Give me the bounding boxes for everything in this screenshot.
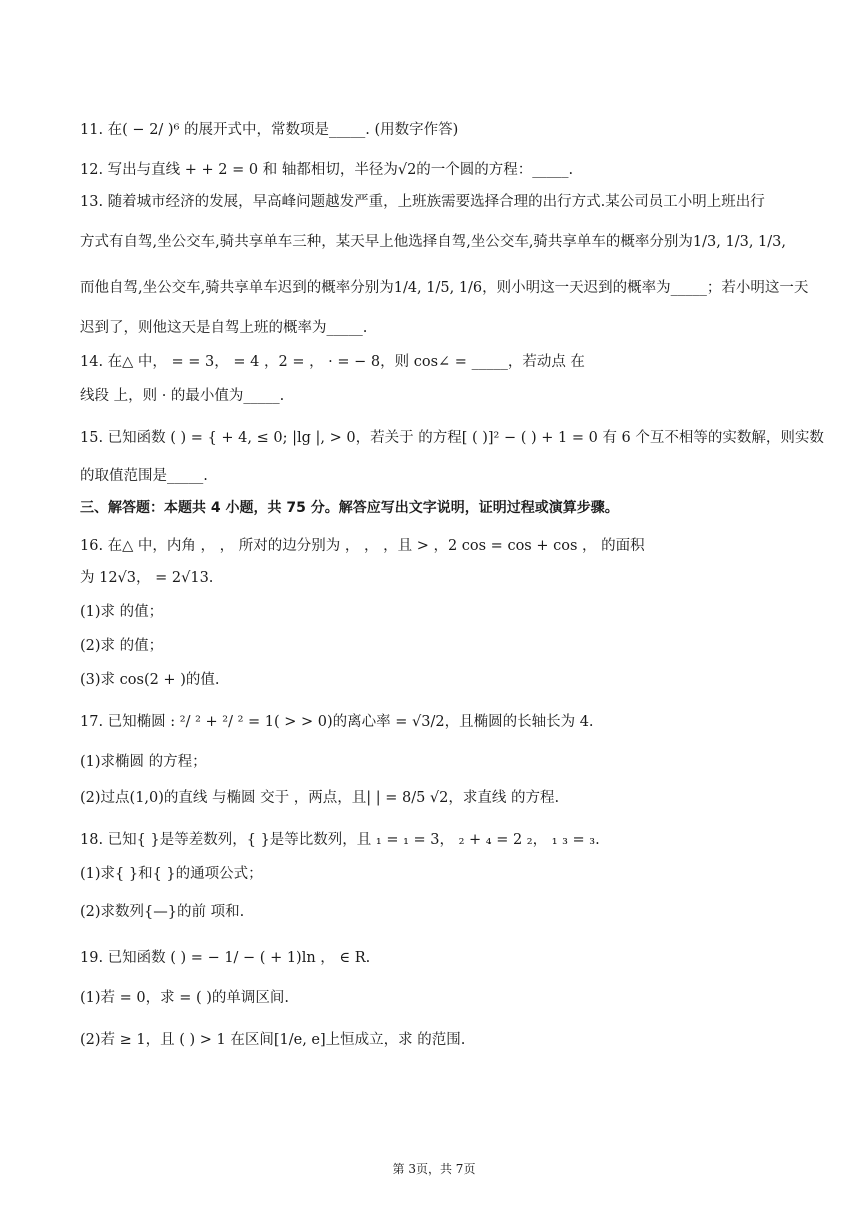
question-11: 11. 在( − 2/ )⁶ 的展开式中，常数项是_____. (用数字作答) bbox=[80, 122, 459, 138]
question-13-line-3: 而他自驾,坐公交车,骑共享单车迟到的概率分别为1/4, 1/5, 1/6，则小明这一天迟到的概率为_____；若小明这一天 bbox=[80, 280, 809, 296]
question-18-part-1: (1)求{ }和{ }的通项公式； bbox=[80, 866, 263, 882]
question-12: 12. 写出与直线 + + 2 = 0 和 轴都相切，半径为√2的一个圆的方程：_____. bbox=[80, 162, 574, 178]
page-footer: 第 3页，共 7页 bbox=[392, 1162, 476, 1176]
question-19-part-1: (1)若 = 0，求 = ( )的单调区间. bbox=[80, 990, 290, 1006]
question-13-line-4: 迟到了，则他这天是自驾上班的概率为_____. bbox=[80, 320, 368, 336]
question-16-line-2: 为 12√3， = 2√13. bbox=[80, 570, 214, 586]
question-15-line-2: 的取值范围是_____. bbox=[80, 468, 208, 484]
question-17-part-1: (1)求椭圆 的方程； bbox=[80, 754, 207, 770]
question-15-line-1: 15. 已知函数 ( ) = { + 4, ≤ 0; |lg |, > 0，若关于 的方程[ ( )]² − ( ) + 1 = 0 有 6 个互不相等的实数解，则实数 bbox=[80, 430, 824, 446]
question-17-part-2: (2)过点(1,0)的直线 与椭圆 交于 ，两点，且| | = 8/5 √2，求直线 的方程. bbox=[80, 790, 560, 806]
question-13-line-2: 方式有自驾,坐公交车,骑共享单车三种，某天早上他选择自驾,坐公交车,骑共享单车的概率分别为1/3, 1/3, 1/3, bbox=[80, 234, 786, 250]
question-19-part-2: (2)若 ≥ 1，且 ( ) > 1 在区间[1/e, e]上恒成立，求 的范围. bbox=[80, 1032, 466, 1048]
question-19: 19. 已知函数 ( ) = − 1/ − ( + 1)ln ， ∈ R. bbox=[80, 950, 371, 966]
question-18-part-2: (2)求数列{—}的前 项和. bbox=[80, 904, 245, 920]
question-16-part-3: (3)求 cos(2 + )的值. bbox=[80, 672, 220, 688]
question-16-part-1: (1)求 的值； bbox=[80, 604, 164, 620]
question-16-line-1: 16. 在△ 中，内角 ， ， 所对的边分别为 ， ， ，且 > ，2 cos = cos + cos ， 的面积 bbox=[80, 538, 645, 554]
section-3-heading: 三、解答题：本题共 4 小题，共 75 分。解答应写出文字说明，证明过程或演算步骤。 bbox=[80, 500, 619, 516]
question-14-line-2: 线段 上，则 · 的最小值为_____. bbox=[80, 388, 285, 404]
question-18: 18. 已知{ }是等差数列，{ }是等比数列，且 ₁ = ₁ = 3， ₂ + ₄ = 2 ₂， ₁ ₃ = ₃. bbox=[80, 832, 600, 848]
question-13-line-1: 13. 随着城市经济的发展，早高峰问题越发严重，上班族需要选择合理的出行方式.某公司员工小明上班出行 bbox=[80, 194, 765, 210]
question-17: 17. 已知椭圆 : ²/ ² + ²/ ² = 1( > > 0)的离心率 = √3/2，且椭圆的长轴长为 4. bbox=[80, 714, 594, 730]
question-14-line-1: 14. 在△ 中， = = 3， = 4 ，2 = ， · = − 8，则 cos∠ = _____，若动点 在 bbox=[80, 354, 585, 370]
question-16-part-2: (2)求 的值； bbox=[80, 638, 164, 654]
